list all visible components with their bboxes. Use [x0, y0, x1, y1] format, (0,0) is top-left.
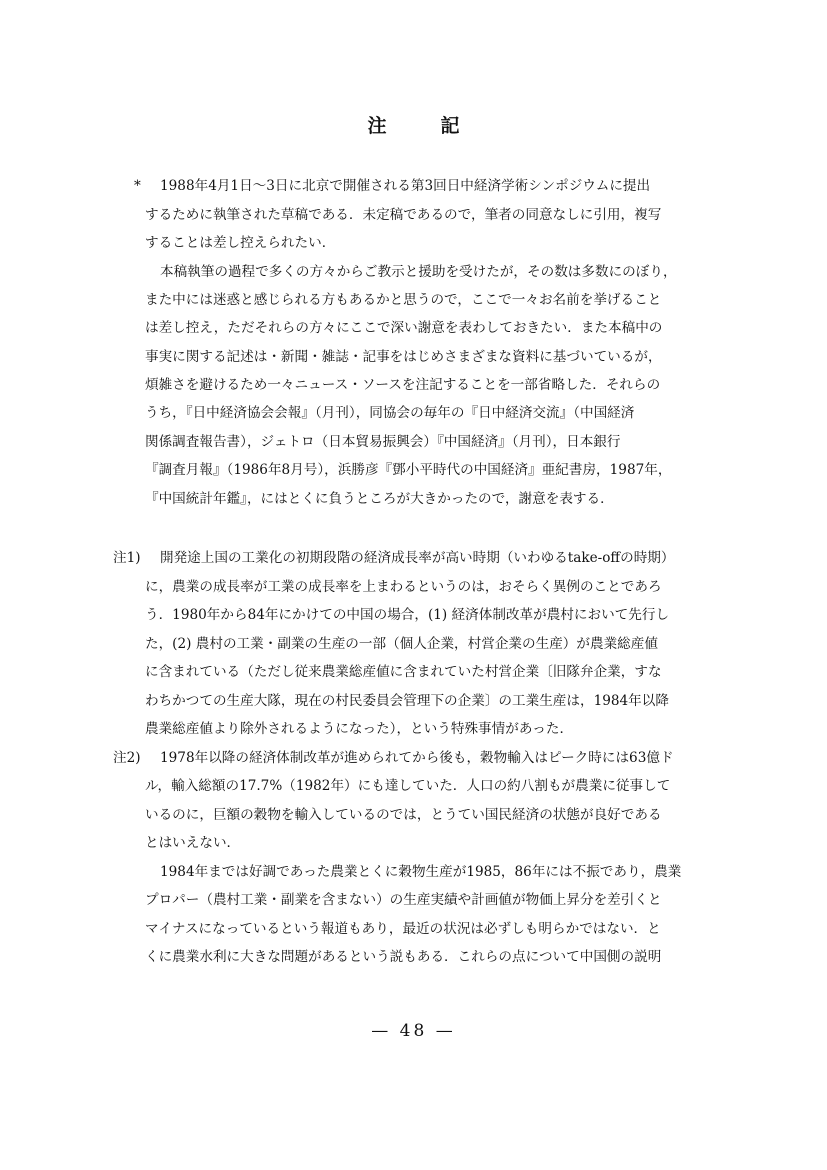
text-line: うち，『日中経済協会会報』（月刊），同協会の毎年の『日中経済交流』（中国経済	[145, 405, 635, 421]
text-line: プロパー（農村工業・副業を含まない）の生産実績や計画値が物価上昇分を差引くと	[145, 892, 662, 908]
text-line: は差し控え，ただそれらの方々にここで深い謝意を表わしておきたい．また本稿中の	[145, 320, 663, 336]
text-line: いるのに，巨額の穀物を輸入しているのでは，とうてい国民経済の状態が良好である	[145, 807, 662, 823]
text-line: た，(2) 農村の工業・副業の生産の一部（個人企業，村営企業の生産）が農業総産値	[145, 636, 658, 652]
text-line: 『中国統計年鑑』，にはとくに負うところが大きかったので，謝意を表する．	[145, 491, 614, 507]
text-line: することは差し控えられたい．	[145, 235, 336, 251]
text-line: 1988年4月1日～3日に北京で開催される第3回日中経済学術シンポジウムに提出	[160, 178, 651, 194]
text-line: するために執筆された草稿である．未定稿であるので，筆者の同意なしに引用，複写	[145, 207, 662, 223]
text-line: 事実に関する記述は・新聞・雑誌・記事をはじめさまざまな資料に基づいているが，	[145, 349, 662, 365]
text-line: に含まれている（ただし従来農業総産値に含まれていた村営企業〔旧隊弁企業，すな	[145, 664, 662, 680]
note-marker: 注1)	[113, 550, 141, 566]
text-line: に，農業の成長率が工業の成長率を上まわるというのは，おそらく異例のことであろ	[145, 579, 662, 595]
text-line: ル，輸入総額の17.7%（1982年）にも達していた．人口の約八割もが農業に従事して	[145, 778, 671, 794]
text-line: 1984年までは好調であった農業とくに穀物生産が1985，86年には不振であり，農業	[160, 864, 682, 880]
text-line: わちかつての生産大隊，現在の村民委員会管理下の企業〕の工業生産は，1984年以降	[145, 693, 669, 709]
text-line: 関係調査報告書），ジェトロ（日本貿易振興会）『中国経済』（月刊），日本銀行	[145, 434, 621, 450]
text-line: 『調査月報』（1986年8月号），浜勝彦『鄧小平時代の中国経済』亜紀書房，1987年，	[145, 462, 672, 478]
page-number: — 48 —	[371, 1021, 456, 1041]
text-line: 開発途上国の工業化の初期段階の経済成長率が高い時期（いわゆるtake-offの時期）	[160, 550, 675, 566]
note-marker: 注2)	[113, 750, 141, 766]
text-line: マイナスになっているという報道もあり，最近の状況は必ずしも明らかではない．と	[145, 921, 661, 937]
text-line: また中には迷惑と感じられる方もあるかと思うので，ここで一々お名前を挙げること	[145, 292, 662, 308]
text-line: とはいえない．	[145, 835, 241, 851]
text-line: 1978年以降の経済体制改革が進められてから後も，穀物輸入はピーク時には63億ド	[160, 750, 674, 766]
text-line: くに農業水利に大きな問題があるという説もある．これらの点について中国側の説明	[145, 949, 662, 965]
text-line: 煩雑さを避けるため一々ニュース・ソースを注記することを一部省略した．それらの	[145, 377, 661, 393]
asterisk-marker: *	[134, 178, 141, 194]
text-line: 農業総産値より除外されるようになった），という特殊事情があった．	[145, 721, 574, 737]
text-line: 本稿執筆の過程で多くの方々からご教示と援助を受けたが，その数は多数にのぼり，	[160, 264, 677, 280]
page-title: 注記	[367, 115, 514, 137]
text-line: う．1980年から84年にかけての中国の場合，(1) 経済体制改革が農村において先行し	[145, 607, 670, 623]
